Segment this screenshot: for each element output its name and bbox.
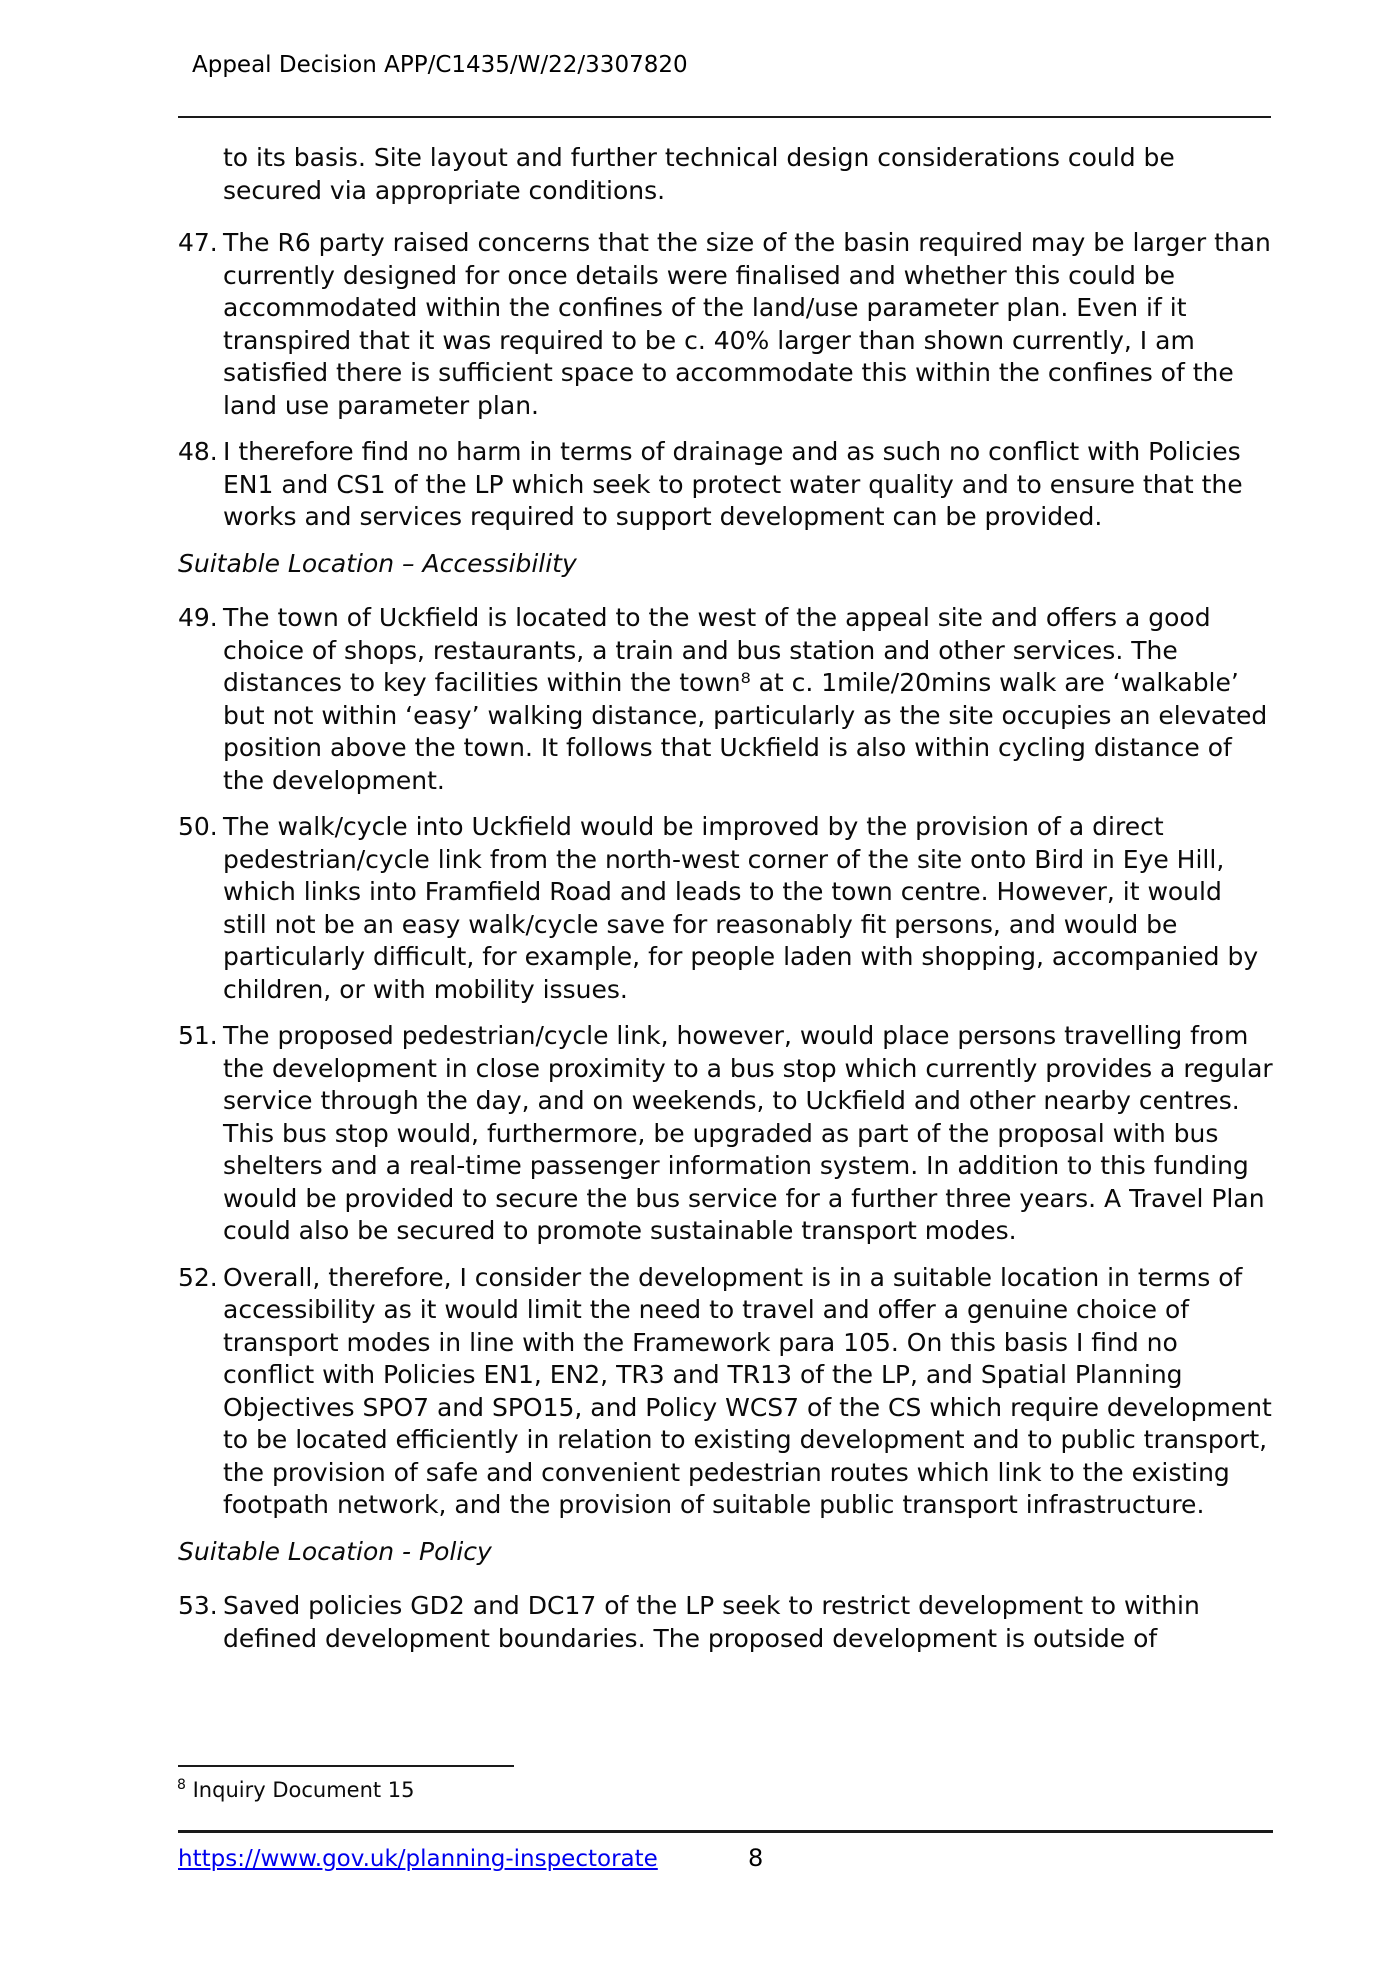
numbered-paragraph xyxy=(178,1262,1273,1522)
page-number: 8 xyxy=(748,1844,764,1872)
footnote xyxy=(177,1778,415,1802)
paragraph-text: I therefore find no harm in terms of drainage and as such no conflict with Policies EN1 and CS1 of the LP which seek to protect water quality and to ensure that the works and services required to support development can be provided. xyxy=(223,437,1243,531)
paragraph-text: The proposed pedestrian/cycle link, however, would place persons travelling from the development in close proximity to a bus stop which currently provides a regular service through the day, and on weekends, to Uckfield and other nearby centres. This bus stop would, furthermore, be upgraded as part of the proposal with bus shelters and a real-time passenger information system. In addition to this funding would be provided to secure the bus service for a further three years. A Travel Plan could also be secured to promote sustainable transport modes. xyxy=(223,1021,1273,1245)
footnote-marker: 8 xyxy=(177,1777,186,1793)
numbered-paragraph xyxy=(178,811,1273,1006)
footnote-text: Inquiry Document 15 xyxy=(192,1778,415,1802)
document-body xyxy=(178,142,1273,1669)
paragraph-number: 50. xyxy=(178,812,218,841)
paragraph-number: 52. xyxy=(178,1262,218,1292)
footnote-rule xyxy=(178,1765,514,1767)
numbered-paragraph xyxy=(178,436,1273,534)
paragraph-number: 47. xyxy=(178,228,218,257)
numbered-paragraph xyxy=(178,1590,1273,1655)
numbered-paragraph xyxy=(178,602,1273,797)
paragraph-number: 53. xyxy=(178,1591,218,1620)
section-heading: Suitable Location – Accessibility xyxy=(178,548,577,578)
numbered-paragraph xyxy=(178,227,1273,422)
document-header-title: Appeal Decision APP/C1435/W/22/3307820 xyxy=(192,52,688,78)
footer-link[interactable]: https://www.gov.uk/planning-inspectorate xyxy=(178,1846,658,1872)
paragraph-number: 48. xyxy=(178,437,218,466)
numbered-paragraph xyxy=(178,1020,1273,1248)
footer-rule xyxy=(178,1830,1273,1833)
continuation-paragraph: to its basis. Site layout and further technical design considerations could be secured via appropriate conditions. xyxy=(223,143,1175,205)
paragraph-text: Saved policies GD2 and DC17 of the LP seek to restrict development to within defined development boundaries. The proposed development is outside of xyxy=(223,1591,1200,1653)
paragraph-text: The walk/cycle into Uckfield would be improved by the provision of a direct pedestrian/cycle link from the north-west corner of the site onto Bird in Eye Hill, which links into Framfield Road and leads to the town centre. However, it would still not be an easy walk/cycle save for reasonably fit persons, and would be particularly difficult, for example, for people laden with shopping, accompanied by children, or with mobility issues. xyxy=(223,812,1259,1004)
paragraph-text: The R6 party raised concerns that the size of the basin required may be larger than currently designed for once details were finalised and whether this could be accommodated within the confines of the land/use parameter plan. Even if it transpired that it was required to be c. 40% larger than shown currently, I am satisfied there is sufficient space to accommodate this within the confines of the land use parameter plan. xyxy=(223,228,1271,420)
paragraph-number: 51. xyxy=(178,1021,218,1050)
header-rule xyxy=(178,116,1271,118)
paragraph-text: Overall, therefore, I consider the development is in a suitable location in terms of accessibility as it would limit the need to travel and offer a genuine choice of transport modes in line with the Framework para 105. On this basis I find no conflict with Policies EN1, EN2, TR3 and TR13 of the LP, and Spatial Planning Objectives SPO7 and SPO15, and Policy WCS7 of the CS which require development to be located efficiently in relation to existing development and to public transport, the provision of safe and convenient pedestrian routes which link to the existing footpath network, and the provision of suitable public transport infrastructure. xyxy=(223,1262,1272,1519)
section-heading: Suitable Location - Policy xyxy=(178,1536,492,1566)
paragraph-text: The town of Uckfield is located to the west of the appeal site and offers a good choice of shops, restaurants, a train and bus station and other services. The distances to key facilities within the town⁸ at c. 1mile/20mins walk are ‘walkable’ but not within ‘easy’ walking distance, particularly as the site occupies an elevated position above the town. It follows that Uckfield is also within cycling distance of the development. xyxy=(223,603,1268,795)
paragraph-number: 49. xyxy=(178,603,218,632)
